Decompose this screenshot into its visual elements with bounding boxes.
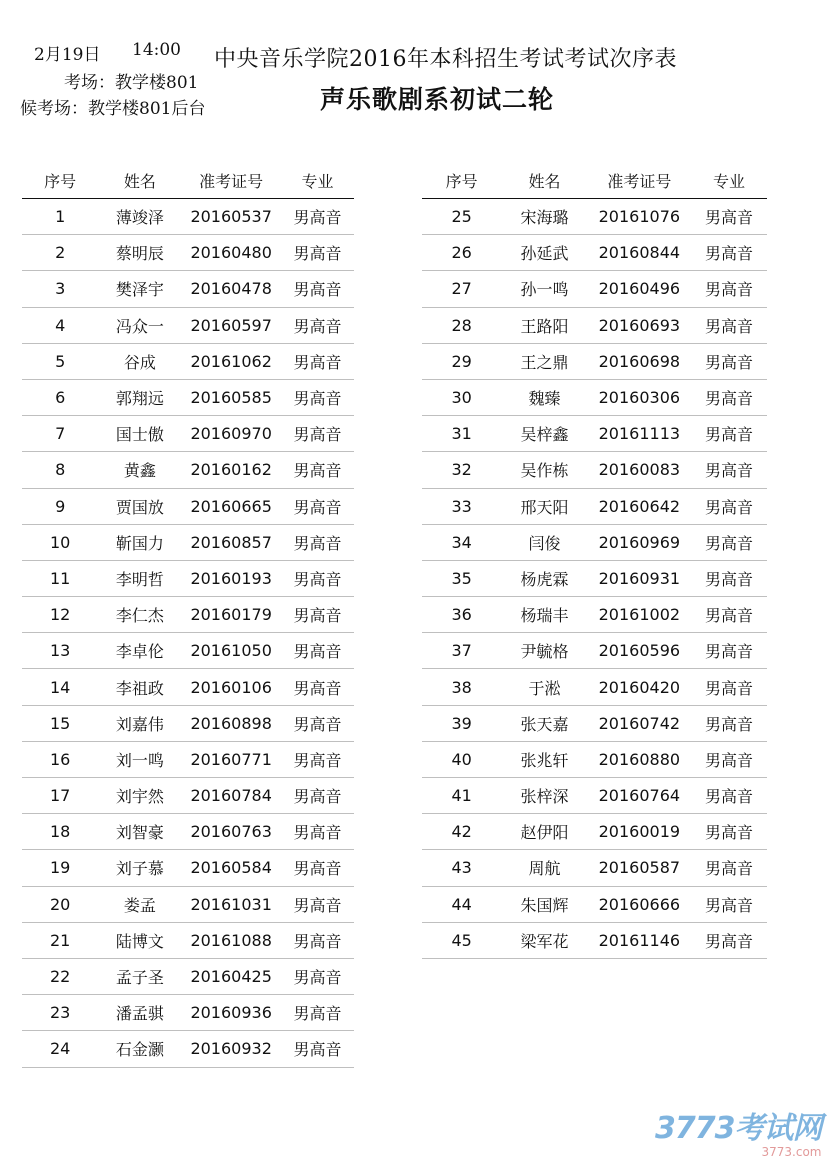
cell-name: 李仁杰 [98, 597, 181, 633]
table-row [22, 741, 354, 777]
col-header-ticket: 准考证号 [588, 162, 692, 199]
cell-major: 男高音 [691, 343, 767, 379]
table-row [422, 199, 767, 235]
cell-index: 43 [422, 850, 501, 886]
cell-ticket-number: 20160537 [181, 199, 281, 235]
cell-index: 32 [422, 452, 501, 488]
cell-index: 15 [22, 705, 98, 741]
cell-major: 男高音 [281, 416, 354, 452]
cell-name: 朱国辉 [501, 886, 587, 922]
cell-ticket-number: 20160698 [588, 343, 692, 379]
cell-name: 李祖政 [98, 669, 181, 705]
cell-ticket-number: 20161031 [181, 886, 281, 922]
cell-name: 杨虎霖 [501, 560, 587, 596]
cell-index: 20 [22, 886, 98, 922]
cell-name: 李明哲 [98, 560, 181, 596]
cell-index: 36 [422, 597, 501, 633]
cell-major: 男高音 [281, 814, 354, 850]
cell-index: 9 [22, 488, 98, 524]
table-row [22, 705, 354, 741]
cell-major: 男高音 [691, 886, 767, 922]
cell-ticket-number: 20160693 [588, 307, 692, 343]
table-row [22, 452, 354, 488]
cell-major: 男高音 [691, 922, 767, 958]
table-row [422, 922, 767, 958]
cell-index: 16 [22, 741, 98, 777]
cell-major: 男高音 [691, 705, 767, 741]
cell-ticket-number: 20161050 [181, 633, 281, 669]
waiting-room: 候考场：教学楼801后台 [20, 99, 206, 119]
cell-major: 男高音 [691, 452, 767, 488]
cell-major: 男高音 [281, 597, 354, 633]
cell-major: 男高音 [281, 886, 354, 922]
cell-name: 黄鑫 [98, 452, 181, 488]
cell-major: 男高音 [691, 850, 767, 886]
cell-ticket-number: 20161002 [588, 597, 692, 633]
table-row [22, 778, 354, 814]
table-header-row [22, 162, 354, 199]
cell-ticket-number: 20160584 [181, 850, 281, 886]
cell-name: 赵伊阳 [501, 814, 587, 850]
cell-ticket-number: 20161062 [181, 343, 281, 379]
table-row [22, 814, 354, 850]
cell-name: 周航 [501, 850, 587, 886]
cell-ticket-number: 20160666 [588, 886, 692, 922]
cell-name: 王之鼎 [501, 343, 587, 379]
cell-index: 3 [22, 271, 98, 307]
cell-major: 男高音 [281, 379, 354, 415]
cell-name: 娄孟 [98, 886, 181, 922]
table-row [422, 524, 767, 560]
cell-ticket-number: 20160019 [588, 814, 692, 850]
table-row [422, 814, 767, 850]
table-row [22, 886, 354, 922]
table-row [422, 705, 767, 741]
cell-major: 男高音 [281, 560, 354, 596]
cell-major: 男高音 [281, 995, 354, 1031]
cell-name: 李卓伦 [98, 633, 181, 669]
cell-index: 18 [22, 814, 98, 850]
page-title: 中央音乐学院2016年本科招生考试考试次序表 [214, 47, 677, 72]
cell-ticket-number: 20160478 [181, 271, 281, 307]
cell-name: 宋海璐 [501, 199, 587, 235]
cell-ticket-number: 20160162 [181, 452, 281, 488]
cell-ticket-number: 20160306 [588, 379, 692, 415]
cell-major: 男高音 [281, 199, 354, 235]
cell-name: 孙一鸣 [501, 271, 587, 307]
table-row [422, 597, 767, 633]
table-row [422, 271, 767, 307]
cell-index: 35 [422, 560, 501, 596]
cell-major: 男高音 [281, 488, 354, 524]
table-row [422, 307, 767, 343]
cell-major: 男高音 [281, 1031, 354, 1067]
cell-index: 33 [422, 488, 501, 524]
cell-name: 贾国放 [98, 488, 181, 524]
cell-major: 男高音 [281, 705, 354, 741]
col-header-name: 姓名 [501, 162, 587, 199]
cell-major: 男高音 [691, 633, 767, 669]
cell-index: 1 [22, 199, 98, 235]
cell-name: 梁军花 [501, 922, 587, 958]
cell-name: 孟子圣 [98, 958, 181, 994]
cell-index: 4 [22, 307, 98, 343]
cell-ticket-number: 20161076 [588, 199, 692, 235]
cell-ticket-number: 20161113 [588, 416, 692, 452]
table-row [422, 452, 767, 488]
cell-index: 41 [422, 778, 501, 814]
cell-ticket-number: 20160763 [181, 814, 281, 850]
cell-name: 陆博文 [98, 922, 181, 958]
cell-name: 刘子慕 [98, 850, 181, 886]
table-row [22, 343, 354, 379]
table-header-row [422, 162, 767, 199]
cell-index: 6 [22, 379, 98, 415]
cell-name: 吴作栋 [501, 452, 587, 488]
cell-index: 37 [422, 633, 501, 669]
cell-index: 8 [22, 452, 98, 488]
cell-major: 男高音 [691, 488, 767, 524]
table-row [22, 633, 354, 669]
roster-table-right [422, 162, 767, 959]
table-row [22, 524, 354, 560]
cell-ticket-number: 20160665 [181, 488, 281, 524]
table-row [22, 1031, 354, 1067]
cell-major: 男高音 [281, 235, 354, 271]
watermark-url: 3773.com [761, 1145, 822, 1159]
table-row [22, 995, 354, 1031]
table-row [422, 488, 767, 524]
cell-name: 张梓深 [501, 778, 587, 814]
table-row [422, 741, 767, 777]
cell-name: 吴梓鑫 [501, 416, 587, 452]
col-header-index: 序号 [22, 162, 98, 199]
cell-major: 男高音 [691, 199, 767, 235]
cell-major: 男高音 [281, 741, 354, 777]
col-header-name: 姓名 [98, 162, 181, 199]
cell-major: 男高音 [281, 271, 354, 307]
cell-name: 魏臻 [501, 379, 587, 415]
cell-name: 谷成 [98, 343, 181, 379]
cell-ticket-number: 20160932 [181, 1031, 281, 1067]
cell-index: 34 [422, 524, 501, 560]
exam-date: 2月19日 [34, 45, 101, 65]
cell-major: 男高音 [281, 922, 354, 958]
cell-name: 薄竣泽 [98, 199, 181, 235]
cell-name: 石金灏 [98, 1031, 181, 1067]
cell-name: 闫俊 [501, 524, 587, 560]
col-header-index: 序号 [422, 162, 501, 199]
table-row [22, 597, 354, 633]
cell-ticket-number: 20160587 [588, 850, 692, 886]
cell-name: 刘嘉伟 [98, 705, 181, 741]
cell-name: 邢天阳 [501, 488, 587, 524]
cell-major: 男高音 [691, 560, 767, 596]
cell-ticket-number: 20160970 [181, 416, 281, 452]
cell-index: 40 [422, 741, 501, 777]
cell-ticket-number: 20160106 [181, 669, 281, 705]
cell-ticket-number: 20160496 [588, 271, 692, 307]
cell-major: 男高音 [281, 452, 354, 488]
cell-name: 孙延武 [501, 235, 587, 271]
cell-index: 11 [22, 560, 98, 596]
cell-ticket-number: 20160898 [181, 705, 281, 741]
roster-table-left [22, 162, 354, 1068]
cell-index: 24 [22, 1031, 98, 1067]
cell-name: 靳国力 [98, 524, 181, 560]
cell-major: 男高音 [691, 416, 767, 452]
table-row [422, 669, 767, 705]
cell-index: 26 [422, 235, 501, 271]
cell-major: 男高音 [691, 271, 767, 307]
cell-index: 21 [22, 922, 98, 958]
watermark-text: 3773考试网 [655, 1111, 822, 1146]
cell-name: 樊泽宇 [98, 271, 181, 307]
cell-index: 13 [22, 633, 98, 669]
cell-index: 45 [422, 922, 501, 958]
cell-ticket-number: 20160480 [181, 235, 281, 271]
exam-room: 考场：教学楼801 [64, 73, 199, 93]
cell-ticket-number: 20160642 [588, 488, 692, 524]
cell-name: 郭翔远 [98, 379, 181, 415]
cell-ticket-number: 20160420 [588, 669, 692, 705]
cell-ticket-number: 20160936 [181, 995, 281, 1031]
cell-major: 男高音 [691, 778, 767, 814]
cell-index: 29 [422, 343, 501, 379]
table-row [22, 271, 354, 307]
cell-index: 23 [22, 995, 98, 1031]
cell-ticket-number: 20160596 [588, 633, 692, 669]
cell-major: 男高音 [281, 850, 354, 886]
cell-name: 国士傲 [98, 416, 181, 452]
cell-index: 22 [22, 958, 98, 994]
cell-ticket-number: 20160844 [588, 235, 692, 271]
cell-major: 男高音 [691, 597, 767, 633]
cell-index: 28 [422, 307, 501, 343]
table-row [422, 560, 767, 596]
table-row [22, 922, 354, 958]
cell-ticket-number: 20160969 [588, 524, 692, 560]
watermark-logo [655, 1103, 822, 1159]
cell-major: 男高音 [691, 307, 767, 343]
cell-ticket-number: 20160193 [181, 560, 281, 596]
cell-ticket-number: 20160931 [588, 560, 692, 596]
cell-ticket-number: 20160083 [588, 452, 692, 488]
cell-name: 冯众一 [98, 307, 181, 343]
cell-name: 潘孟骐 [98, 995, 181, 1031]
cell-index: 10 [22, 524, 98, 560]
table-row [422, 850, 767, 886]
table-row [22, 199, 354, 235]
cell-name: 尹毓格 [501, 633, 587, 669]
cell-major: 男高音 [281, 343, 354, 379]
cell-index: 31 [422, 416, 501, 452]
cell-major: 男高音 [691, 741, 767, 777]
cell-name: 王路阳 [501, 307, 587, 343]
cell-index: 7 [22, 416, 98, 452]
cell-index: 12 [22, 597, 98, 633]
cell-ticket-number: 20160179 [181, 597, 281, 633]
col-header-major: 专业 [281, 162, 354, 199]
table-row [422, 343, 767, 379]
cell-major: 男高音 [281, 524, 354, 560]
table-row [22, 307, 354, 343]
exam-time: 14:00 [132, 40, 181, 60]
cell-ticket-number: 20160880 [588, 741, 692, 777]
cell-major: 男高音 [281, 633, 354, 669]
cell-name: 杨瑞丰 [501, 597, 587, 633]
cell-name: 刘宇然 [98, 778, 181, 814]
table-row [22, 235, 354, 271]
cell-index: 38 [422, 669, 501, 705]
cell-major: 男高音 [691, 814, 767, 850]
cell-index: 19 [22, 850, 98, 886]
cell-major: 男高音 [691, 379, 767, 415]
table-row [22, 850, 354, 886]
cell-index: 27 [422, 271, 501, 307]
cell-ticket-number: 20160425 [181, 958, 281, 994]
cell-index: 5 [22, 343, 98, 379]
cell-index: 30 [422, 379, 501, 415]
cell-ticket-number: 20160857 [181, 524, 281, 560]
table-row [22, 669, 354, 705]
cell-major: 男高音 [281, 778, 354, 814]
table-row [22, 958, 354, 994]
cell-major: 男高音 [281, 307, 354, 343]
cell-ticket-number: 20160585 [181, 379, 281, 415]
cell-name: 刘智豪 [98, 814, 181, 850]
table-row [22, 379, 354, 415]
cell-ticket-number: 20160771 [181, 741, 281, 777]
cell-major: 男高音 [691, 524, 767, 560]
table-row [22, 560, 354, 596]
cell-ticket-number: 20160784 [181, 778, 281, 814]
cell-major: 男高音 [691, 235, 767, 271]
col-header-ticket: 准考证号 [181, 162, 281, 199]
cell-index: 25 [422, 199, 501, 235]
table-row [422, 379, 767, 415]
cell-index: 42 [422, 814, 501, 850]
cell-ticket-number: 20161088 [181, 922, 281, 958]
cell-name: 于淞 [501, 669, 587, 705]
cell-major: 男高音 [281, 958, 354, 994]
cell-index: 44 [422, 886, 501, 922]
table-row [422, 633, 767, 669]
cell-major: 男高音 [281, 669, 354, 705]
cell-ticket-number: 20161146 [588, 922, 692, 958]
cell-index: 17 [22, 778, 98, 814]
cell-name: 张兆轩 [501, 741, 587, 777]
col-header-major: 专业 [691, 162, 767, 199]
table-row [22, 488, 354, 524]
cell-name: 蔡明辰 [98, 235, 181, 271]
cell-name: 刘一鸣 [98, 741, 181, 777]
cell-ticket-number: 20160742 [588, 705, 692, 741]
cell-index: 2 [22, 235, 98, 271]
cell-major: 男高音 [691, 669, 767, 705]
cell-index: 39 [422, 705, 501, 741]
table-row [422, 886, 767, 922]
table-row [422, 235, 767, 271]
table-row [22, 416, 354, 452]
cell-ticket-number: 20160597 [181, 307, 281, 343]
cell-name: 张天嘉 [501, 705, 587, 741]
cell-index: 14 [22, 669, 98, 705]
cell-ticket-number: 20160764 [588, 778, 692, 814]
table-row [422, 778, 767, 814]
table-row [422, 416, 767, 452]
page-subtitle: 声乐歌剧系初试二轮 [320, 85, 555, 114]
